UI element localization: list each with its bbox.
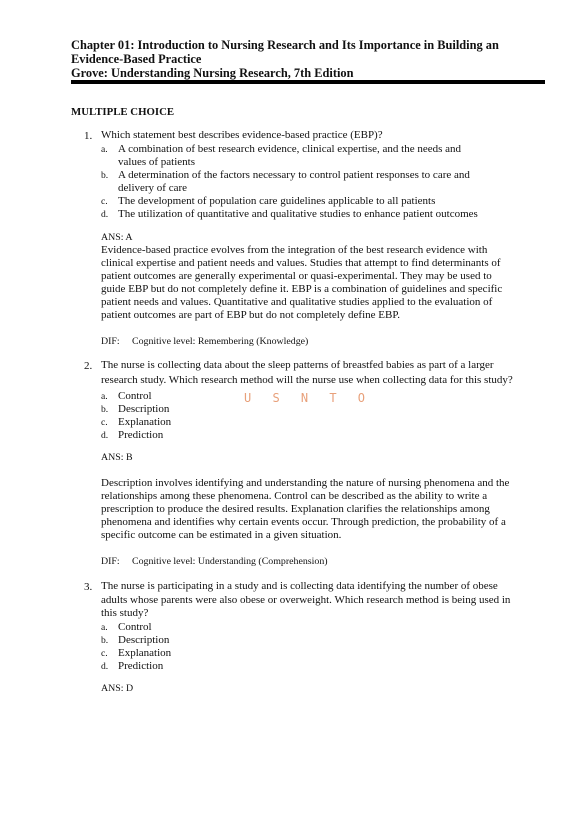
- q3-option-b-letter: b.: [101, 635, 109, 646]
- q1-rationale-line-4: guide EBP but do not completely define it. EBP is a combination of guidelines and specific: [101, 283, 503, 295]
- question-1-number: 1.: [84, 130, 93, 142]
- q3-option-d-text: Prediction: [118, 660, 164, 672]
- chapter-title-line-1: Chapter 01: Introduction to Nursing Research and Its Importance in Building an: [71, 38, 499, 52]
- question-3-stem-line-2: adults whose parents were also obese or overweight. Which research method is being used in: [101, 594, 511, 606]
- q1-rationale-line-1: Evidence-based practice evolves from the integration of the best research evidence with: [101, 244, 488, 256]
- watermark-text: U S N T O: [244, 391, 373, 405]
- q3-option-a-text: Control: [118, 621, 152, 633]
- question-2-answer: ANS: B: [101, 452, 133, 463]
- q2-rationale-line-5: specific outcome can be estimated in a given situation.: [101, 529, 342, 541]
- q3-option-a-letter: a.: [101, 622, 108, 633]
- q1-rationale-line-3: patient outcomes are generally experimental or quasi-experimental. They may be used to: [101, 270, 492, 282]
- q2-option-d-text: Prediction: [118, 429, 164, 441]
- question-2-number: 2.: [84, 360, 93, 372]
- q1-option-d-letter: d.: [101, 209, 109, 220]
- book-title: Grove: Understanding Nursing Research, 7th Edition: [71, 66, 354, 80]
- q1-option-a-line-1: A combination of best research evidence, clinical expertise, and the needs and: [118, 143, 462, 155]
- q1-option-c-letter: c.: [101, 196, 108, 207]
- header-rule: [71, 80, 545, 84]
- q2-option-d-letter: d.: [101, 430, 109, 441]
- question-1-stem: Which statement best describes evidence-based practice (EBP)?: [101, 129, 383, 141]
- q1-option-a-line-2: values of patients: [118, 156, 195, 168]
- q2-dif-value: Cognitive level: Understanding (Comprehension): [132, 556, 328, 567]
- section-title: MULTIPLE CHOICE: [71, 106, 175, 118]
- q2-rationale-line-3: prescription to produce the desired results. Explanation clarifies the relationships among: [101, 503, 490, 515]
- q1-dif-value: Cognitive level: Remembering (Knowledge): [132, 336, 309, 347]
- q2-option-c-letter: c.: [101, 417, 108, 428]
- question-3-answer: ANS: D: [101, 683, 134, 694]
- question-2-stem-line-2: research study. Which research method will the nurse use when collecting data for this study?: [101, 374, 513, 386]
- q2-rationale-line-1: Description involves identifying and understanding the nature of nursing phenomena and the: [101, 477, 510, 489]
- q1-option-c-text: The development of population care guidelines applicable to all patients: [118, 195, 436, 207]
- q1-option-d-text: The utilization of quantitative and qualitative studies to enhance patient outcomes: [118, 208, 478, 220]
- question-2-stem-line-1: The nurse is collecting data about the sleep patterns of breastfed babies as part of a larger: [101, 359, 494, 371]
- q2-rationale-line-2: relationships among these phenomena. Control can be described as the ability to write a: [101, 490, 488, 502]
- q2-dif-label: DIF:: [101, 556, 120, 567]
- q3-option-d-letter: d.: [101, 661, 109, 672]
- question-3-stem-line-3: this study?: [101, 607, 149, 619]
- chapter-title-line-2: Evidence-Based Practice: [71, 52, 202, 66]
- q2-option-a-text: Control: [118, 390, 152, 402]
- q2-rationale-line-4: phenomena and identifies why certain events occur. Through prediction, the probability of a: [101, 516, 506, 528]
- q1-option-b-line-1: A determination of the factors necessary to control patient responses to care and: [118, 169, 470, 181]
- q3-option-b-text: Description: [118, 634, 170, 646]
- q2-option-b-letter: b.: [101, 404, 109, 415]
- q1-rationale-line-5: patient needs and values. Quantitative and qualitative studies applied to the evaluation of: [101, 296, 493, 308]
- q1-option-a-letter: a.: [101, 144, 108, 155]
- q2-option-a-letter: a.: [101, 391, 108, 402]
- q1-option-b-line-2: delivery of care: [118, 182, 188, 194]
- question-3-stem-line-1: The nurse is participating in a study and is collecting data identifying the number of obese: [101, 580, 498, 592]
- q2-option-b-text: Description: [118, 403, 170, 415]
- q2-option-c-text: Explanation: [118, 416, 172, 428]
- q3-option-c-letter: c.: [101, 648, 108, 659]
- q1-dif-label: DIF:: [101, 336, 120, 347]
- q1-option-b-letter: b.: [101, 170, 109, 181]
- question-1-answer: ANS: A: [101, 232, 133, 243]
- q1-rationale-line-2: clinical expertise and patient needs and values. Studies that attempt to find determinants of: [101, 257, 501, 269]
- q1-rationale-line-6: patient outcomes are part of EBP but do not completely define EBP.: [101, 309, 400, 321]
- question-3-number: 3.: [84, 581, 93, 593]
- q3-option-c-text: Explanation: [118, 647, 172, 659]
